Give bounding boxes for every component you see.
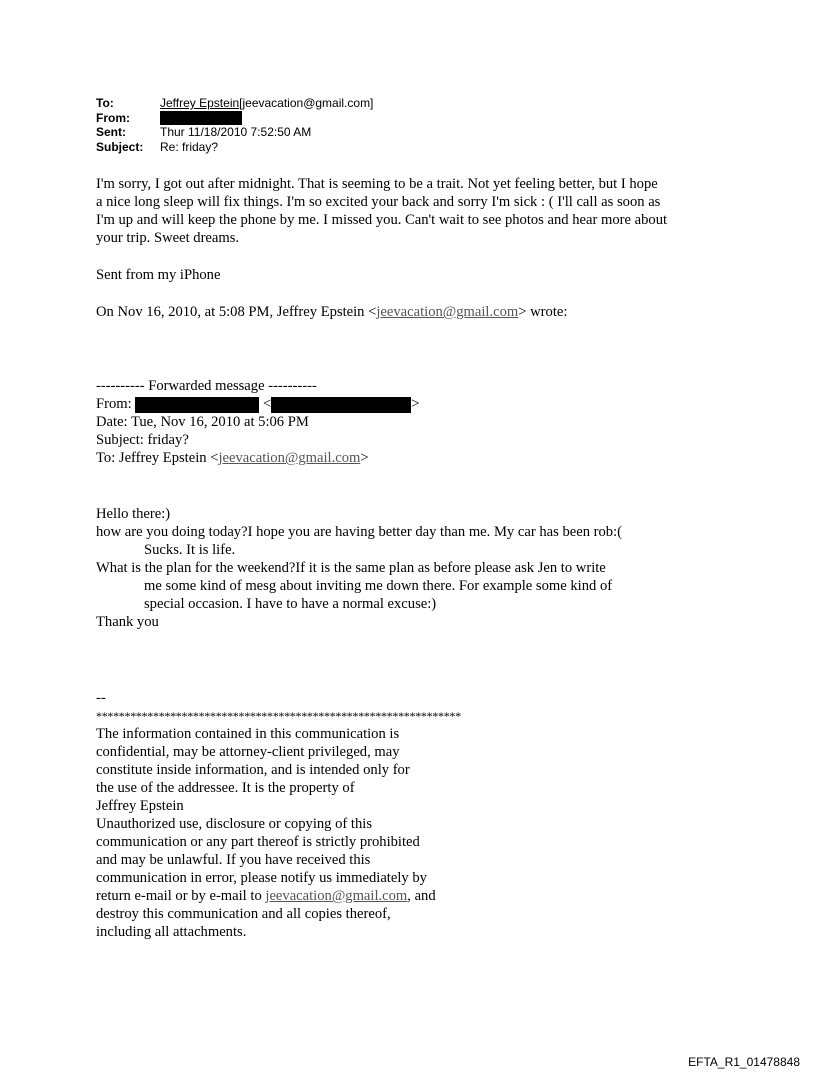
from-redaction xyxy=(160,111,242,125)
forwarded-from-name-redaction xyxy=(135,397,259,413)
disclaimer-line: communication or any part thereof is strictly prohibited xyxy=(96,834,420,850)
disclaimer-line: Unauthorized use, disclosure or copying of this xyxy=(96,816,373,832)
forwarded-subject: Subject: friday? xyxy=(96,432,189,448)
message-line-continued: me some kind of mesg about inviting me down there. For example some kind of xyxy=(144,578,613,594)
sent-value: Thur 11/18/2010 7:52:50 AM xyxy=(160,125,312,139)
forwarded-from-email-redaction xyxy=(271,397,411,413)
subject-value: Re: friday? xyxy=(160,139,219,154)
disclaimer-line: constitute inside information, and is intended only for xyxy=(96,762,410,778)
sent-row xyxy=(96,125,373,140)
forwarded-to-email-link[interactable]: jeevacation@gmail.com xyxy=(218,450,361,466)
document-id: EFTA_R1_01478848 xyxy=(688,1055,800,1069)
to-email: [jeevacation@gmail.com] xyxy=(239,96,374,110)
subject-row xyxy=(96,140,373,155)
to-value xyxy=(160,96,373,111)
disclaimer-line: destroy this communication and all copies thereof, xyxy=(96,906,391,922)
disclaimer xyxy=(96,689,461,941)
disclaimer-email-prefix: return e-mail or by e-mail to xyxy=(96,888,266,904)
from-row xyxy=(96,111,373,126)
disclaimer-line: confidential, may be attorney-client privileged, may xyxy=(96,744,400,760)
reply-line: I'm sorry, I got out after midnight. That is seeming to be a trait. Not yet feeling better, but I hope xyxy=(96,176,658,192)
disclaimer-email-suffix: , and xyxy=(407,888,436,904)
to-row xyxy=(96,96,373,111)
quote-suffix: > wrote: xyxy=(518,304,568,320)
disclaimer-line: The information contained in this communication is xyxy=(96,726,400,742)
message-line: how are you doing today?I hope you are having better day than me. My car has been rob:( xyxy=(96,524,623,540)
to-label: To: xyxy=(96,96,114,110)
forwarded-body xyxy=(96,505,622,631)
greeting: Hello there:) xyxy=(96,506,171,522)
quote-prefix: On Nov 16, 2010, at 5:08 PM, Jeffrey Epstein < xyxy=(96,304,377,320)
forwarded-lt: < xyxy=(263,396,272,412)
forwarded-date: Date: Tue, Nov 16, 2010 at 5:06 PM xyxy=(96,414,309,430)
forwarded-from-label: From: xyxy=(96,396,132,412)
forwarded-gt: > xyxy=(411,396,420,412)
email-header xyxy=(96,96,373,154)
forwarded-from-row xyxy=(96,395,419,413)
message-line-continued: Sucks. It is life. xyxy=(144,542,236,558)
disclaimer-email-link[interactable]: jeevacation@gmail.com xyxy=(265,888,408,904)
forwarded-header xyxy=(96,377,419,467)
quote-email-link[interactable]: jeevacation@gmail.com xyxy=(376,304,519,320)
quote-intro xyxy=(96,303,567,321)
forwarded-to-prefix: To: Jeffrey Epstein < xyxy=(96,450,219,466)
from-label: From: xyxy=(96,110,130,125)
disclaimer-email-line xyxy=(96,887,461,905)
to-name: Jeffrey Epstein xyxy=(160,96,240,110)
subject-label: Subject: xyxy=(96,139,144,154)
reply-line: a nice long sleep will fix things. I'm so excited your back and sorry I'm sick : ( I'll call as soon as xyxy=(96,194,661,210)
message-line-continued: special occasion. I have to have a normal excuse:) xyxy=(144,596,437,612)
iphone-signature: Sent from my iPhone xyxy=(96,267,221,283)
closing: Thank you xyxy=(96,614,159,630)
disclaimer-line: communication in error, please notify us immediately by xyxy=(96,870,427,886)
forwarded-to-suffix: > xyxy=(360,450,369,466)
message-line: What is the plan for the weekend?If it is the same plan as before please ask Jen to write xyxy=(96,560,606,576)
disclaimer-line: and may be unlawful. If you have received this xyxy=(96,852,371,868)
signature-dashes: -- xyxy=(96,690,106,706)
reply-line: your trip. Sweet dreams. xyxy=(96,230,240,246)
forwarded-banner: ---------- Forwarded message ---------- xyxy=(96,378,317,394)
disclaimer-line: including all attachments. xyxy=(96,924,247,940)
disclaimer-line: Jeffrey Epstein xyxy=(96,798,184,814)
sent-label: Sent: xyxy=(96,125,126,139)
reply-line: I'm up and will keep the phone by me. I missed you. Can't wait to see photos and hear more about xyxy=(96,212,668,228)
asterisk-divider: **************************************************************** xyxy=(96,709,461,723)
reply-body xyxy=(96,175,667,247)
disclaimer-line: the use of the addressee. It is the property of xyxy=(96,780,355,796)
forwarded-to xyxy=(96,449,419,467)
